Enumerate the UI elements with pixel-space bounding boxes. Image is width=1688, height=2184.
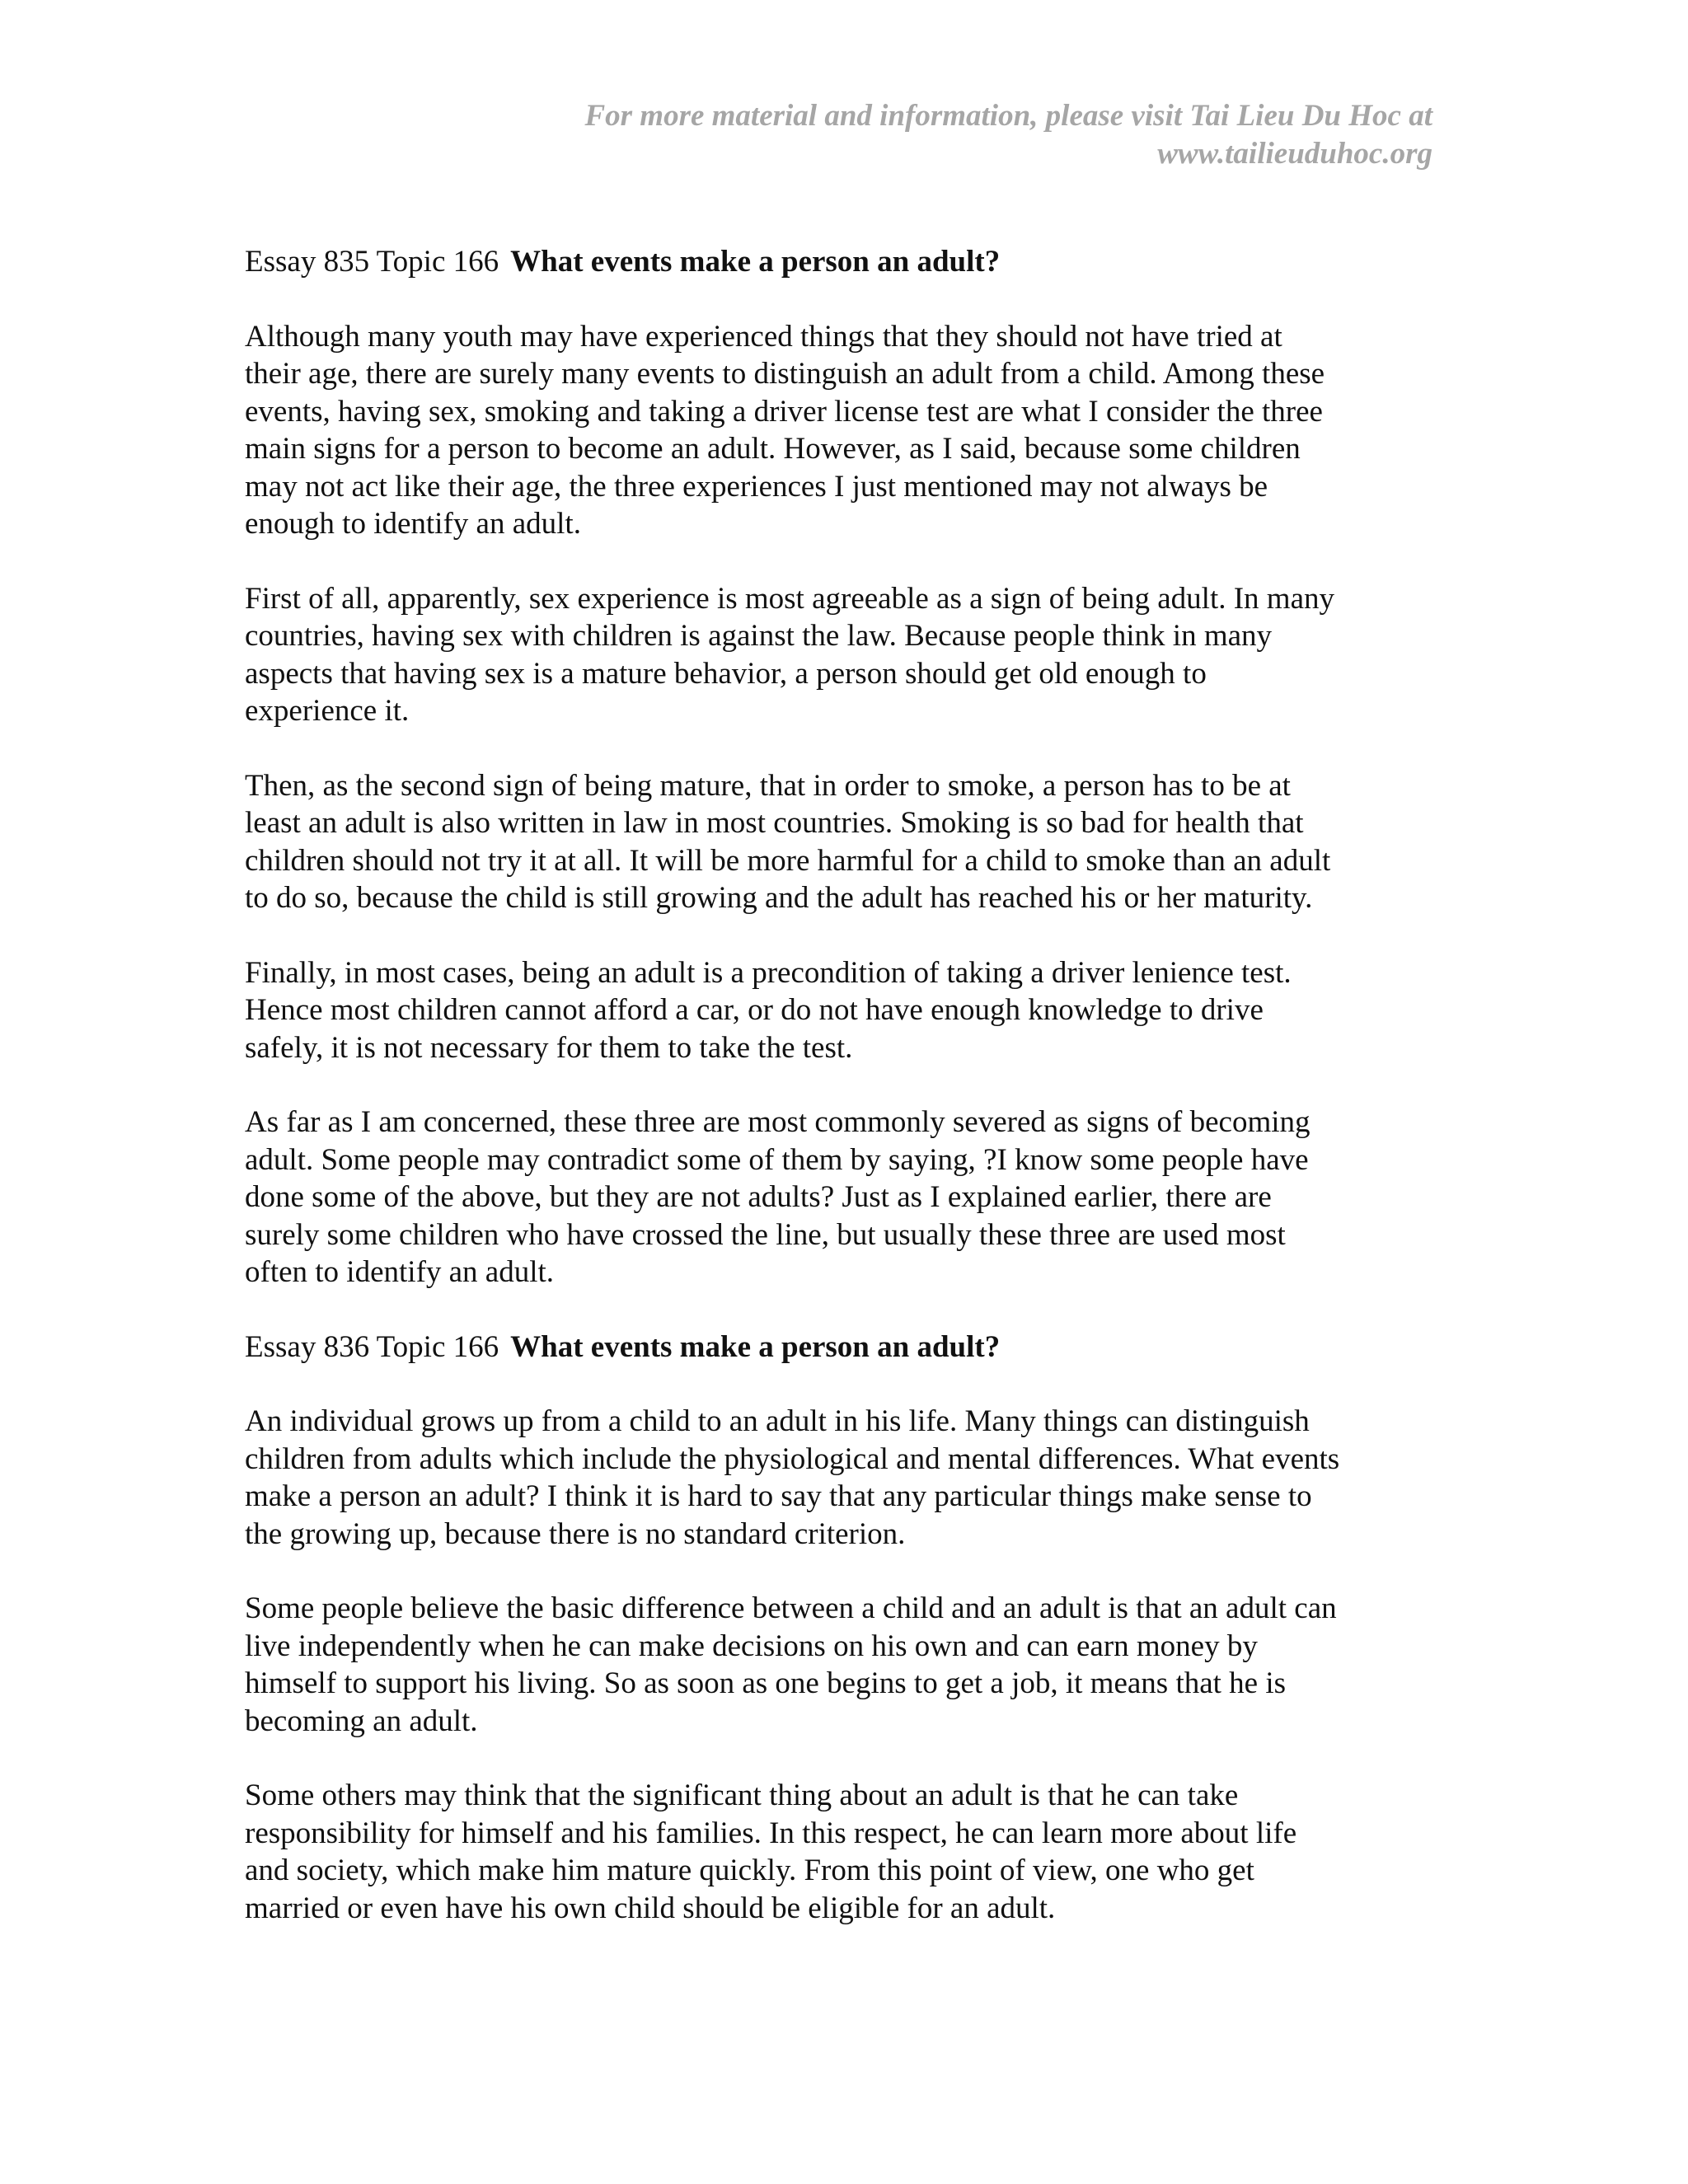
- text-line: least an adult is also written in law in most countries. Smoking is so bad for health that: [245, 806, 1304, 840]
- essay-835-paragraph-3: [245, 767, 1440, 917]
- text-line: children from adults which include the physiological and mental differences. What events: [245, 1441, 1340, 1476]
- text-line: countries, having sex with children is against the law. Because people think in many: [245, 619, 1273, 653]
- text-line: adult. Some people may contradict some of them by saying, ?I know some people have: [245, 1142, 1309, 1177]
- text-line: Finally, in most cases, being an adult is a precondition of taking a driver lenience test.: [245, 955, 1292, 990]
- text-line: himself to support his living. So as soon as one begins to get a job, it means that he is: [245, 1666, 1287, 1700]
- text-line: make a person an adult? I think it is hard to say that any particular things make sense to: [245, 1479, 1312, 1513]
- text-line: Some people believe the basic difference between a child and an adult is that an adult can: [245, 1591, 1337, 1625]
- document-body: [245, 243, 1440, 1964]
- text-line: surely some children who have crossed the line, but usually these three are used most: [245, 1217, 1286, 1252]
- text-line: becoming an adult.: [245, 1704, 478, 1738]
- text-line: experience it.: [245, 694, 410, 728]
- text-line: responsibility for himself and his families. In this respect, he can learn more about life: [245, 1816, 1297, 1850]
- text-line: safely, it is not necessary for them to take the test.: [245, 1030, 853, 1065]
- essay-836-question: What events make a person an adult?: [510, 1329, 1001, 1364]
- text-line: aspects that having sex is a mature behavior, a person should get old enough to: [245, 656, 1207, 691]
- text-line: married or even have his own child should be eligible for an adult.: [245, 1891, 1056, 1925]
- text-line: often to identify an adult.: [245, 1255, 555, 1289]
- essay-835-paragraph-5: [245, 1104, 1440, 1291]
- text-line: Although many youth may have experienced things that they should not have tried at: [245, 319, 1282, 354]
- essay-835-question: What events make a person an adult?: [510, 245, 1001, 279]
- text-line: to do so, because the child is still growing and the adult has reached his or her maturity.: [245, 881, 1313, 915]
- text-line: events, having sex, smoking and taking a driver license test are what I consider the three: [245, 394, 1323, 429]
- essay-836-label: Essay 836 Topic 166: [245, 1329, 499, 1364]
- text-line: and society, which make him mature quickly. From this point of view, one who get: [245, 1854, 1254, 1887]
- essay-835-paragraph-2: [245, 580, 1440, 730]
- text-line: Some others may think that the significant thing about an adult is that he can take: [245, 1779, 1239, 1812]
- text-line: enough to identify an adult.: [245, 507, 581, 541]
- text-line: First of all, apparently, sex experience is most agreeable as a sign of being adult. In many: [245, 581, 1334, 616]
- text-line: done some of the above, but they are not adults? Just as I explained earlier, there are: [245, 1180, 1272, 1214]
- text-line: the growing up, because there is no standard criterion.: [245, 1516, 906, 1551]
- essay-836-heading: [245, 1329, 1440, 1366]
- text-line: Then, as the second sign of being mature, that in order to smoke, a person has to be at: [245, 768, 1291, 803]
- essay-835-label: Essay 835 Topic 166: [245, 245, 499, 279]
- text-line: their age, there are surely many events to distinguish an adult from a child. Among these: [245, 357, 1325, 391]
- text-line: may not act like their age, the three experiences I just mentioned may not always be: [245, 469, 1268, 504]
- text-line: main signs for a person to become an adult. However, as I said, because some children: [245, 432, 1301, 466]
- text-line: Hence most children cannot afford a car, or do not have enough knowledge to drive: [245, 993, 1264, 1027]
- essay-835-heading: [245, 243, 1440, 281]
- essay-836-paragraph-3: [245, 1777, 1440, 1927]
- header-note-line-1: For more material and information, please visit Tai Lieu Du Hoc at: [584, 99, 1432, 133]
- header-note-line-2: www.tailieuduhoc.org: [1157, 137, 1432, 171]
- text-line: As far as I am concerned, these three are most commonly severed as signs of becoming: [245, 1105, 1311, 1139]
- text-line: An individual grows up from a child to an adult in his life. Many things can distinguish: [245, 1404, 1310, 1438]
- essay-836-paragraph-2: [245, 1590, 1440, 1740]
- essay-835-paragraph-1: [245, 318, 1440, 543]
- text-line: children should not try it at all. It will be more harmful for a child to smoke than an adult: [245, 843, 1331, 878]
- header-note: [443, 97, 1432, 173]
- essay-835-paragraph-4: [245, 954, 1440, 1067]
- text-line: live independently when he can make decisions on his own and can earn money by: [245, 1629, 1258, 1663]
- essay-836-paragraph-1: [245, 1403, 1440, 1553]
